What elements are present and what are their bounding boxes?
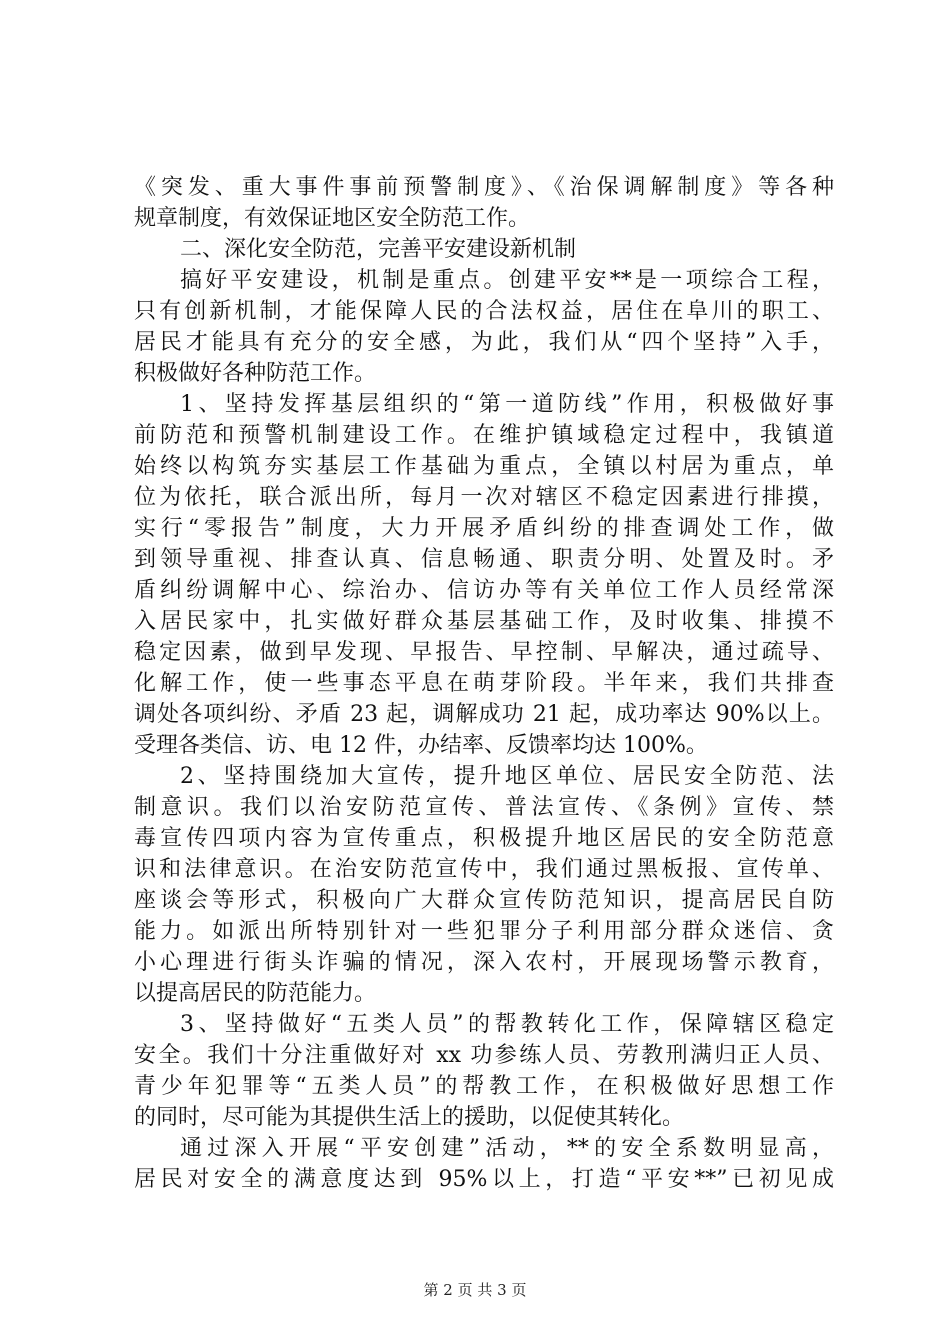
text-line: 识和法律意识。在治安防范宣传中，我们通过黑板报、宣传单、 bbox=[134, 857, 834, 882]
text-line: 制意识。我们以治安防范宣传、普法宣传、《条例》宣传、禁 bbox=[134, 795, 834, 820]
page-footer bbox=[0, 1280, 950, 1300]
text-line: 调处各项纠纷、矛盾 23 起，调解成功 21 起，成功率达 90%以上。 bbox=[134, 702, 834, 727]
text-line: 始终以构筑夯实基层工作基础为重点，全镇以村居为重点，单 bbox=[134, 454, 834, 479]
text-line: 居民才能具有充分的安全感，为此，我们从“四个坚持”入手， bbox=[134, 330, 834, 355]
text-line: 盾纠纷调解中心、综治办、信访办等有关单位工作人员经常深 bbox=[134, 578, 834, 603]
text-line: 居民对安全的满意度达到 95%以上，打造“平安**”已初见成 bbox=[134, 1167, 834, 1192]
text-line: 以提高居民的防范能力。 bbox=[134, 981, 377, 1006]
text-line: 受理各类信、访、电 12 件，办结率、反馈率均达 100%。 bbox=[134, 733, 708, 758]
section-heading: 二、深化安全防范，完善平安建设新机制 bbox=[180, 237, 577, 262]
text-line: 1、坚持发挥基层组织的“第一道防线”作用，积极做好事 bbox=[180, 392, 834, 417]
text-line: 安全。我们十分注重做好对 xx 功参练人员、劳教刑满归正人员、 bbox=[134, 1043, 834, 1068]
page-number: 第 2 页 共 3 页 bbox=[423, 1281, 527, 1299]
text-line: 能力。如派出所特别针对一些犯罪分子利用部分群众迷信、贪 bbox=[134, 919, 834, 944]
text-line: 稳定因素，做到早发现、早报告、早控制、早解决，通过疏导、 bbox=[134, 640, 834, 665]
text-line: 规章制度，有效保证地区安全防范工作。 bbox=[134, 206, 531, 231]
text-line: 积极做好各种防范工作。 bbox=[134, 361, 377, 386]
text-line: 小心理进行街头诈骗的情况，深入农村，开展现场警示教育， bbox=[134, 950, 834, 975]
text-line: 青少年犯罪等“五类人员”的帮教工作，在积极做好思想工作 bbox=[134, 1074, 834, 1099]
text-line: 的同时，尽可能为其提供生活上的援助，以促使其转化。 bbox=[134, 1105, 685, 1130]
document-body bbox=[134, 172, 834, 1195]
text-line: 到领导重视、排查认真、信息畅通、职责分明、处置及时。矛 bbox=[134, 547, 834, 572]
text-line: 搞好平安建设，机制是重点。创建平安**是一项综合工程， bbox=[180, 268, 834, 293]
text-line: 座谈会等形式，积极向广大群众宣传防范知识，提高居民自防 bbox=[134, 888, 834, 913]
text-line: 2、坚持围绕加大宣传，提升地区单位、居民安全防范、法 bbox=[180, 764, 834, 789]
text-line: 位为依托，联合派出所，每月一次对辖区不稳定因素进行排摸， bbox=[134, 485, 834, 510]
text-line: 3、坚持做好“五类人员”的帮教转化工作，保障辖区稳定 bbox=[180, 1012, 834, 1037]
text-line: 化解工作，使一些事态平息在萌芽阶段。半年来，我们共排查 bbox=[134, 671, 834, 696]
text-line: 实行“零报告”制度，大力开展矛盾纠纷的排查调处工作，做 bbox=[134, 516, 834, 541]
text-line: 《突发、重大事件事前预警制度》、《治保调解制度》等各种 bbox=[134, 175, 834, 200]
text-line: 前防范和预警机制建设工作。在维护镇域稳定过程中，我镇道 bbox=[134, 423, 834, 448]
text-line: 只有创新机制，才能保障人民的合法权益，居住在阜川的职工、 bbox=[134, 299, 834, 324]
text-line: 入居民家中，扎实做好群众基层基础工作，及时收集、排摸不 bbox=[134, 609, 834, 634]
text-line: 通过深入开展“平安创建”活动，**的安全系数明显高， bbox=[180, 1136, 834, 1161]
text-line: 毒宣传四项内容为宣传重点，积极提升地区居民的安全防范意 bbox=[134, 826, 834, 851]
